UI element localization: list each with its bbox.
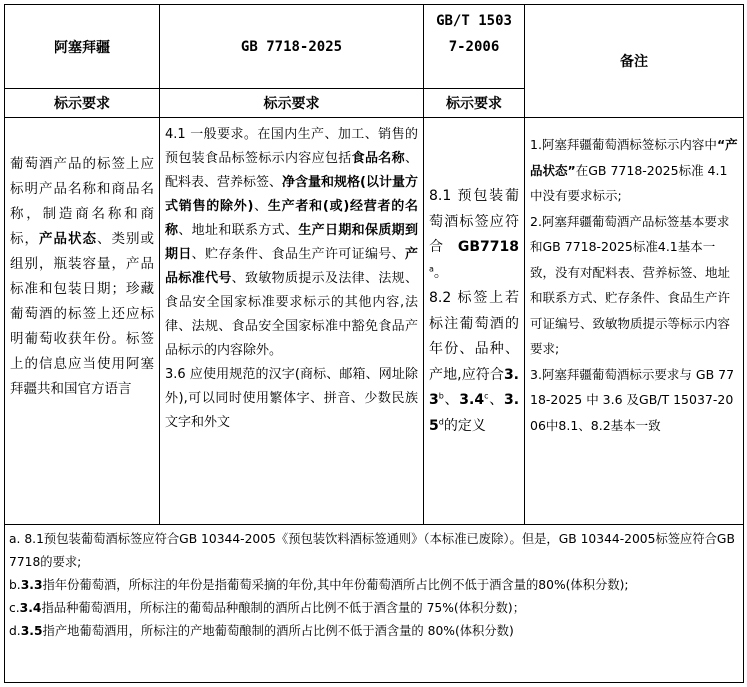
cell-gbt15037-requirements (424, 184, 524, 524)
footnote-d (9, 620, 739, 643)
subheader-col1: 标示要求 (54, 96, 110, 112)
header-gb7718: GB 7718-2025 (240, 38, 343, 55)
text-run: 的定义 (443, 417, 486, 434)
text-run: c. (9, 601, 20, 615)
text-run: 、 (253, 199, 268, 214)
text-run: 2.阿塞拜疆葡萄酒产品标签基本要求和GB 7718-2025标准4.1基本一致，没有对配料表、营养标签、地址和联系方式、贮存条件、食品生产许可证编号、致敏物质提示等标示内容要求; (530, 213, 731, 356)
bold-text: 3.4 (19, 601, 42, 615)
gb7718-clause-3-6 (165, 363, 418, 435)
footnote-marker: c (484, 391, 489, 401)
text-run: 、配料表、营养标签、 (165, 151, 418, 190)
text-run: 。 (433, 264, 448, 281)
comparison-table (4, 4, 744, 683)
bold-text: 生产者和(或)经营者的名称 (165, 199, 418, 238)
subheader-col3: 标示要求 (446, 96, 502, 112)
text-run: 指品种葡萄酒用，所标注的葡萄品种酿制的酒所占比例不低于酒含量的 75%(体积分数)； (41, 601, 525, 615)
header-gbt15037: GB/T 15037-2006 (436, 13, 512, 55)
bold-text: 3.4 (459, 392, 485, 408)
gbt15037-clause-8-2 (429, 286, 519, 439)
footnote-c (9, 597, 739, 620)
bold-text: “产品状态” (530, 137, 738, 178)
azerbaijan-requirements-text (10, 156, 154, 397)
gbt15037-clause-8-1 (429, 184, 519, 286)
cell-gb7718-requirements (160, 123, 423, 524)
bold-text: 食品名称 (351, 151, 405, 166)
footnote-b (9, 574, 739, 597)
bold-text: 生产日期和保质期到期日 (165, 223, 418, 262)
subheader-col2: 标示要求 (263, 96, 320, 112)
footnotes (5, 528, 743, 682)
bold-text: 净含量和规格(以计量方式销售的除外) (165, 175, 418, 214)
text-run: 4.1 一般要求。在国内生产、加工、销售的预包装食品标签标示内容应包括 (165, 127, 418, 166)
footnote-marker: b (438, 391, 444, 401)
gb7718-clause-4-1 (165, 123, 418, 363)
bold-text: 产品标准代号 (165, 247, 418, 286)
bold-text: 3.5 (429, 392, 520, 434)
footnote-marker: d (438, 416, 444, 426)
text-run: a. 8.1预包装葡萄酒标签应符合GB 10344-2005《预包装饮料酒标签通则》（本标准已废除）。但是，GB 10344-2005标签应符合GB 7718的要求; (9, 532, 735, 569)
text-run: b. (9, 578, 21, 592)
text-run: 8.1 预包装葡萄酒标签应符合 (429, 188, 519, 255)
text-run: 、贮存条件、食品生产许可证编号、 (191, 247, 405, 262)
text-run: 、 (488, 392, 504, 408)
rule-body-bottom (4, 524, 744, 525)
bold-text: 3.3 (429, 366, 519, 408)
rule-bottom (4, 682, 744, 683)
footnote-marker: a (429, 263, 434, 273)
text-run: d. (9, 624, 21, 638)
header-azerbaijan: 阿塞拜疆 (54, 39, 110, 56)
text-run: 8.2 标签上若标注葡萄酒的年份、品种、产地,应符合 (429, 290, 519, 383)
text-run: 、 (443, 392, 460, 408)
rule-right (743, 4, 744, 683)
text-run: 、地址和联系方式、 (178, 223, 299, 238)
cell-azerbaijan-requirements (5, 152, 159, 524)
bold-text: 3.3 (20, 578, 43, 592)
text-run: 3.6 应使用规范的汉字(商标、邮箱、网址除外),可以同时使用繁体字、拼音、少数民族文字和外文 (165, 367, 418, 430)
cell-remarks (525, 132, 743, 524)
text-run: 在GB 7718-2025标准 4.1中没有要求标示; (530, 162, 728, 203)
remark-3 (530, 362, 738, 439)
text-run: 指年份葡萄酒，所标注的年份是指葡萄采摘的年份,其中年份葡萄酒所占比例不低于酒含量的80%(体积分数); (42, 578, 629, 592)
bold-text: GB7718 (457, 239, 519, 255)
remark-2 (530, 209, 738, 362)
text-run: 葡萄酒产品的标签上应标明产品名称和商品名称，制造商名称和商标， (10, 156, 154, 247)
text-run: 指产地葡萄酒用，所标注的产地葡萄酿制的酒所占比例不低于酒含量的 80%(体积分数) (42, 624, 514, 638)
text-run: 、类别或组别，瓶装容量，产品标准和包装日期；珍藏葡萄酒的标签上还应标明葡萄收获年份。标签上的信息应当使用阿塞拜疆共和国官方语言 (10, 231, 154, 397)
rule-subheader-bottom (4, 117, 744, 118)
text-run: 、致敏物质提示及法律、法规、食品安全国家标准要求标示的其他内容,法律、法规、食品安全国家标准中豁免食品产品标示的内容除外。 (165, 271, 418, 358)
bold-text: 产品状态 (39, 231, 97, 247)
text-run: 1.阿塞拜疆葡萄酒标签标示内容中 (530, 137, 717, 152)
text-run: 3.阿塞拜疆葡萄酒标示要求与 GB 7718-2025 中 3.6 及GB/T 15037-2006中8.1、8.2基本一致 (530, 366, 735, 433)
remark-1 (530, 132, 738, 209)
bold-text: 3.5 (20, 624, 43, 638)
header-remarks: 备注 (620, 54, 648, 70)
footnote-a (9, 528, 739, 574)
